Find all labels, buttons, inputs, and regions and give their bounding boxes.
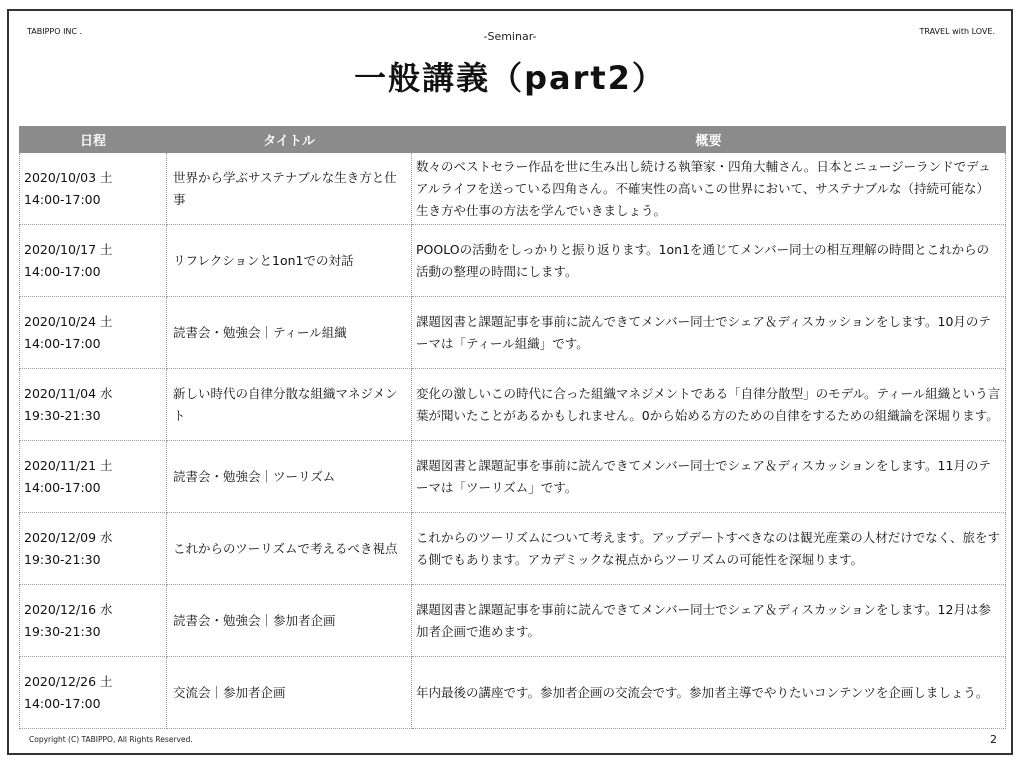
row-title: 読書会・勉強会｜参加者企画: [167, 585, 412, 657]
row-summary: 課題図書と課題記事を事前に読んできてメンバー同士でシェア＆ディスカッションをします。10月のテーマは「ティール組織」です。: [412, 297, 1006, 369]
row-summary: POOLOの活動をしっかりと振り返ります。1on1を通じてメンバー同士の相互理解の時間とこれからの活動の整理の時間にします。: [412, 225, 1006, 297]
row-title: 世界から学ぶサステナブルな生き方と仕事: [167, 153, 412, 225]
row-date: 2020/10/03 土 14:00-17:00: [20, 153, 167, 225]
row-date: 2020/12/16 水 19:30-21:30: [20, 585, 167, 657]
schedule-table: [19, 126, 1006, 729]
table-row: [20, 153, 1006, 225]
table-row: [20, 585, 1006, 657]
row-date: 2020/12/09 水 19:30-21:30: [20, 513, 167, 585]
row-summary: 課題図書と課題記事を事前に読んできてメンバー同士でシェア＆ディスカッションをします。11月のテーマは「ツーリズム」です。: [412, 441, 1006, 513]
row-summary: これからのツーリズムについて考えます。アップデートすべきなのは観光産業の人材だけでなく、旅をする側でもあります。アカデミックな視点からツーリズムの可能性を深堀ります。: [412, 513, 1006, 585]
slide: [7, 9, 1013, 755]
row-date: 2020/10/17 土 14:00-17:00: [20, 225, 167, 297]
column-header-summary: 概要: [412, 127, 1006, 153]
page-number: 2: [990, 733, 997, 746]
row-title: これからのツーリズムで考えるべき視点: [167, 513, 412, 585]
company-name: TABIPPO INC .: [27, 27, 83, 36]
table-row: [20, 369, 1006, 441]
row-date: 2020/12/26 土 14:00-17:00: [20, 657, 167, 729]
copyright: Copyright (C) TABIPPO, All Rights Reserved.: [29, 735, 193, 744]
table-row: [20, 657, 1006, 729]
row-date: 2020/11/21 土 14:00-17:00: [20, 441, 167, 513]
row-summary: 課題図書と課題記事を事前に読んできてメンバー同士でシェア＆ディスカッションをします。12月は参加者企画で進めます。: [412, 585, 1006, 657]
row-title: 読書会・勉強会｜ティール組織: [167, 297, 412, 369]
tagline: TRAVEL with LOVE.: [919, 27, 995, 36]
column-header-date: 日程: [20, 127, 167, 153]
section-label: -Seminar-: [483, 30, 537, 43]
table-row: [20, 441, 1006, 513]
row-summary: 年内最後の講座です。参加者企画の交流会です。参加者主導でやりたいコンテンツを企画しましょう。: [412, 657, 1006, 729]
column-header-title: タイトル: [167, 127, 412, 153]
row-summary: 変化の激しいこの時代に合った組織マネジメントである「自律分散型」のモデル。ティール組織という言葉が聞いたことがあるかもしれません。0から始める方のための自律をするための組織論を深堀ります。: [412, 369, 1006, 441]
row-title: 新しい時代の自律分散な組織マネジメント: [167, 369, 412, 441]
table-row: [20, 513, 1006, 585]
row-title: リフレクションと1on1での対話: [167, 225, 412, 297]
row-title: 交流会｜参加者企画: [167, 657, 412, 729]
row-title: 読書会・勉強会｜ツーリズム: [167, 441, 412, 513]
table-row: [20, 297, 1006, 369]
row-date: 2020/10/24 土 14:00-17:00: [20, 297, 167, 369]
row-summary: 数々のベストセラー作品を世に生み出し続ける執筆家・四角大輔さん。日本とニュージーランドでデュアルライフを送っている四角さん。不確実性の高いこの世界において、サステナブルな（持続可能な）生き方や仕事の方法を学んでいきましょう。: [412, 153, 1006, 225]
table-row: [20, 225, 1006, 297]
row-date: 2020/11/04 水 19:30-21:30: [20, 369, 167, 441]
page-title: 一般講義（part2）: [354, 59, 666, 97]
table-header-row: [20, 127, 1006, 153]
